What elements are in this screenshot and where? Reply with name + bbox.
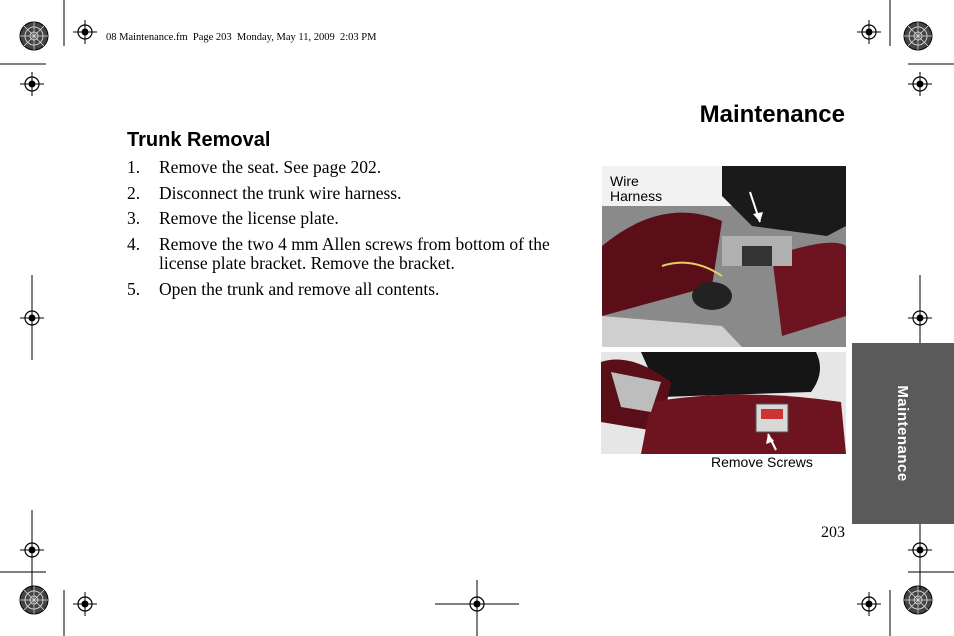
remove-screws-photo [601, 352, 846, 454]
crosshair-mark [20, 72, 44, 96]
step-text: Remove the two 4 mm Allen screws from bottom of the license plate bracket. Remove the bracket. [159, 233, 550, 273]
crosshair-mark [857, 592, 881, 616]
page-number: 203 [821, 524, 845, 541]
starburst-mark-tl [20, 22, 48, 50]
list-item [127, 235, 597, 274]
steps-list [127, 158, 597, 305]
step-number: 5. [127, 278, 141, 299]
step-number: 1. [127, 157, 141, 177]
side-tab-label: Maintenance [894, 385, 912, 482]
starburst-mark-br [904, 586, 932, 614]
section-title: Maintenance [699, 101, 845, 128]
crosshair-mark [857, 20, 881, 44]
step-number: 2. [127, 182, 141, 203]
starburst-mark-tr [904, 22, 932, 50]
crosshair-mark [73, 592, 97, 616]
list-item [127, 280, 597, 300]
starburst-mark-bl [20, 586, 48, 614]
step-text: Remove the seat. See page 202. [159, 157, 382, 177]
step-text: Remove the license plate. [159, 208, 339, 228]
wire-harness-label: Wire Harness [610, 173, 663, 204]
list-item [127, 184, 597, 204]
list-item [127, 209, 597, 229]
remove-screws-label: Remove Screws [711, 454, 813, 470]
step-text: Open the trunk and remove all contents. [159, 278, 440, 299]
list-item [127, 158, 597, 178]
chapter-side-tab [852, 343, 954, 524]
crosshair-mark [908, 72, 932, 96]
crosshair-mark [73, 20, 97, 44]
step-number: 3. [127, 208, 141, 228]
step-text: Disconnect the trunk wire harness. [159, 182, 402, 203]
step-number: 4. [127, 233, 141, 254]
subsection-title: Trunk Removal [127, 129, 271, 151]
file-header: 08 Maintenance.fm Page 203 Monday, May 11, 2009 2:03 PM [106, 32, 377, 43]
